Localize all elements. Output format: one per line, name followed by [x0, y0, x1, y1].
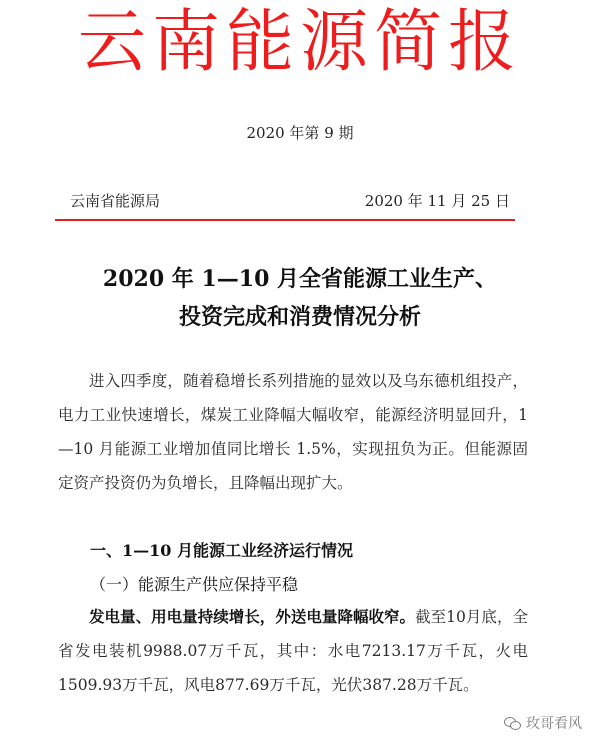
issue-number: 2020 年第 9 期	[246, 124, 354, 142]
section-heading: 一、1—10 月能源工业经济运行情况	[90, 541, 353, 560]
wechat-icon	[504, 716, 522, 730]
masthead-title: 云南能源简报	[77, 3, 522, 82]
watermark	[500, 711, 586, 735]
publisher-name: 云南省能源局	[70, 192, 161, 210]
intro-paragraph: 进入四季度，随着稳增长系列措施的显效以及乌东德机组投产，电力工业快速增长，煤炭工业降幅大幅收窄，能源经济明显回升，1—10 月能源工业增加值同比增长 1.5%，实现扭负为正。但能源固定资产投资仍为负增长，且降幅出现扩大。	[58, 372, 528, 492]
watermark-label: 玫哥看风	[526, 716, 582, 732]
paragraph-lead: 发电量、用电量持续增长，外送电量降幅收窄。	[89, 607, 416, 626]
publish-date: 2020 年 11 月 25 日	[364, 192, 510, 210]
paragraph-text: 截至10月底，全省发电装机9988.07万千瓦，其中：水电7213.17万千瓦，火电1509.93万千瓦，风电877.69万千瓦，光伏387.28万千瓦。	[58, 608, 528, 694]
subsection-heading: （一）能源生产供应保持平稳	[90, 575, 299, 594]
article-title-line2: 投资完成和消费情况分析	[178, 304, 421, 330]
header-divider	[55, 219, 515, 221]
body-paragraph	[58, 600, 528, 702]
article-title-line1: 2020 年 1—10 月全省能源工业生产、	[102, 266, 498, 292]
